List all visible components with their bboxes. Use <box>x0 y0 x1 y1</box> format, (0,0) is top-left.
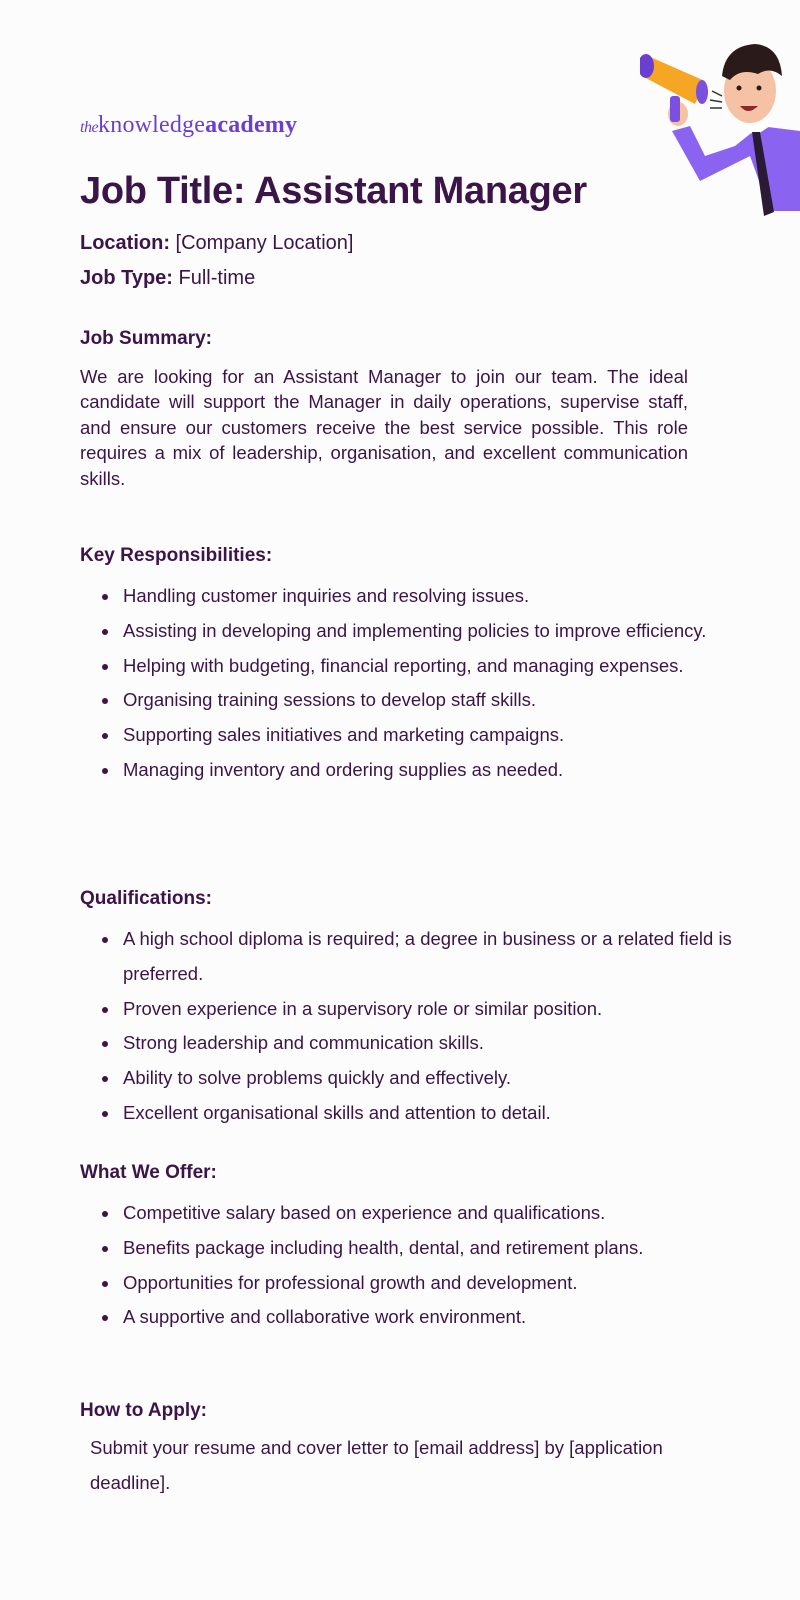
logo-the: the <box>80 119 99 136</box>
responsibilities-heading: Key Responsibilities: <box>80 545 273 566</box>
offer-list <box>80 1196 763 1335</box>
list-item: A high school diploma is required; a degree in business or a related field is preferred. <box>123 922 763 992</box>
summary-heading: Job Summary: <box>80 328 212 349</box>
list-item: Organising training sessions to develop staff skills. <box>123 683 763 718</box>
logo-academy: academy <box>205 112 298 138</box>
job-type-label: Job Type: <box>80 267 173 289</box>
qualifications-list <box>80 922 763 1131</box>
logo-knowledge: knowledge <box>98 112 206 138</box>
brand-logo <box>80 112 297 139</box>
offer-heading: What We Offer: <box>80 1162 217 1183</box>
responsibilities-list <box>80 579 763 788</box>
page-title: Job Title: Assistant Manager <box>80 170 587 212</box>
location-value: [Company Location] <box>170 232 354 254</box>
location-line <box>80 232 353 255</box>
list-item: Strong leadership and communication skills. <box>123 1026 763 1061</box>
list-item: Proven experience in a supervisory role or similar position. <box>123 992 763 1027</box>
man-with-megaphone-illustration <box>640 36 800 216</box>
list-item: Ability to solve problems quickly and effectively. <box>123 1061 763 1096</box>
list-item: Competitive salary based on experience and qualifications. <box>123 1196 763 1231</box>
list-item: Opportunities for professional growth and development. <box>123 1266 763 1301</box>
job-type-value: Full-time <box>172 267 256 289</box>
list-item: Excellent organisational skills and attention to detail. <box>123 1096 763 1131</box>
job-type-line <box>80 267 255 290</box>
list-item: Helping with budgeting, financial reporting, and managing expenses. <box>123 649 763 684</box>
list-item: A supportive and collaborative work environment. <box>123 1300 763 1335</box>
apply-text: Submit your resume and cover letter to [email address] by [application deadline]. <box>90 1437 663 1493</box>
list-item: Supporting sales initiatives and marketing campaigns. <box>123 718 763 753</box>
apply-heading: How to Apply: <box>80 1400 207 1421</box>
qualifications-heading: Qualifications: <box>80 888 212 909</box>
list-item: Benefits package including health, dental, and retirement plans. <box>123 1231 763 1266</box>
list-item: Managing inventory and ordering supplies as needed. <box>123 753 763 788</box>
list-item: Assisting in developing and implementing policies to improve efficiency. <box>123 614 763 649</box>
summary-text: We are looking for an Assistant Manager to join our team. The ideal candidate will support the Manager in daily operations, supervise staff, and ensure our customers receive the best service possible. This role requires a mix of leadership, organisation, and excellent communication skills. <box>80 366 688 489</box>
location-label: Location: <box>80 232 170 254</box>
list-item: Handling customer inquiries and resolving issues. <box>123 579 763 614</box>
